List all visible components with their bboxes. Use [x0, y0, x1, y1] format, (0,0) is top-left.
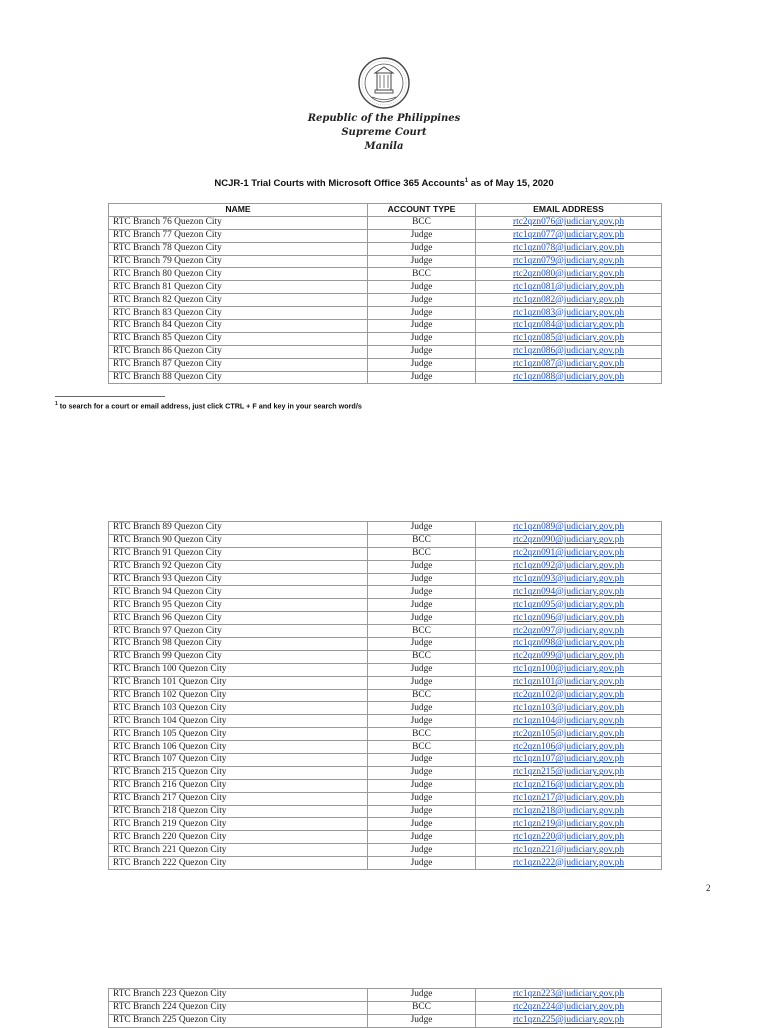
table-row — [109, 522, 662, 535]
account-type-cell: Judge — [368, 844, 476, 857]
footnote-divider — [55, 396, 165, 397]
court-name-cell: RTC Branch 105 Quezon City — [109, 728, 368, 741]
email-link[interactable]: rtc1qzn089@judiciary.gov.ph — [476, 522, 662, 535]
email-link[interactable]: rtc1qzn092@judiciary.gov.ph — [476, 560, 662, 573]
page-number: 2 — [706, 883, 711, 893]
email-link[interactable]: rtc1qzn216@judiciary.gov.ph — [476, 779, 662, 792]
table-row — [109, 831, 662, 844]
table-row — [109, 586, 662, 599]
court-name-cell: RTC Branch 91 Quezon City — [109, 547, 368, 560]
account-type-cell: Judge — [368, 371, 476, 384]
account-type-cell: Judge — [368, 779, 476, 792]
court-name-cell: RTC Branch 92 Quezon City — [109, 560, 368, 573]
email-link[interactable]: rtc1qzn215@judiciary.gov.ph — [476, 766, 662, 779]
table-row — [109, 741, 662, 754]
email-link[interactable]: rtc1qzn098@judiciary.gov.ph — [476, 638, 662, 651]
account-type-cell: Judge — [368, 586, 476, 599]
account-type-cell: Judge — [368, 573, 476, 586]
table-row — [109, 1001, 662, 1014]
account-type-cell: Judge — [368, 805, 476, 818]
account-type-cell: BCC — [368, 216, 476, 229]
table-row — [109, 332, 662, 345]
supreme-court-seal-icon — [358, 57, 410, 109]
email-link[interactable]: rtc1qzn225@judiciary.gov.ph — [476, 1014, 662, 1027]
email-link[interactable]: rtc2qzn076@judiciary.gov.ph — [476, 216, 662, 229]
account-type-cell: Judge — [368, 358, 476, 371]
table-row — [109, 844, 662, 857]
account-type-cell: BCC — [368, 1001, 476, 1014]
email-link[interactable]: rtc1qzn079@judiciary.gov.ph — [476, 255, 662, 268]
table-row — [109, 281, 662, 294]
account-type-cell: Judge — [368, 1014, 476, 1027]
court-name-cell: RTC Branch 78 Quezon City — [109, 242, 368, 255]
column-header-email: EMAIL ADDRESS — [476, 204, 662, 217]
email-link[interactable]: rtc2qzn080@judiciary.gov.ph — [476, 268, 662, 281]
court-name-cell: RTC Branch 89 Quezon City — [109, 522, 368, 535]
email-link[interactable]: rtc2qzn106@judiciary.gov.ph — [476, 741, 662, 754]
account-type-cell: Judge — [368, 638, 476, 651]
table-row — [109, 754, 662, 767]
court-name-cell: RTC Branch 90 Quezon City — [109, 534, 368, 547]
table-row — [109, 805, 662, 818]
court-name-cell: RTC Branch 100 Quezon City — [109, 663, 368, 676]
accounts-table-1 — [108, 203, 662, 384]
court-name-cell: RTC Branch 88 Quezon City — [109, 371, 368, 384]
table-row — [109, 779, 662, 792]
account-type-cell: Judge — [368, 255, 476, 268]
table-row — [109, 638, 662, 651]
email-link[interactable]: rtc1qzn078@judiciary.gov.ph — [476, 242, 662, 255]
account-type-cell: BCC — [368, 547, 476, 560]
court-name-cell: RTC Branch 215 Quezon City — [109, 766, 368, 779]
account-type-cell: BCC — [368, 650, 476, 663]
account-type-cell: Judge — [368, 242, 476, 255]
account-type-cell: Judge — [368, 307, 476, 320]
account-type-cell: Judge — [368, 560, 476, 573]
table-row — [109, 676, 662, 689]
account-type-cell: Judge — [368, 332, 476, 345]
account-type-cell: Judge — [368, 663, 476, 676]
account-type-cell: Judge — [368, 766, 476, 779]
table-row — [109, 650, 662, 663]
table-row — [109, 345, 662, 358]
header-republic: Republic of the Philippines — [307, 113, 461, 124]
account-type-cell: Judge — [368, 715, 476, 728]
court-name-cell: RTC Branch 104 Quezon City — [109, 715, 368, 728]
account-type-cell: Judge — [368, 792, 476, 805]
email-link[interactable]: rtc1qzn084@judiciary.gov.ph — [476, 320, 662, 333]
table-row — [109, 307, 662, 320]
footnote-mark: 1 — [55, 401, 58, 407]
footnote-text: to search for a court or email address, just click CTRL + F and key in your search word/s — [57, 401, 362, 411]
email-link[interactable]: rtc1qzn104@judiciary.gov.ph — [476, 715, 662, 728]
account-type-cell: Judge — [368, 599, 476, 612]
email-link[interactable]: rtc1qzn082@judiciary.gov.ph — [476, 294, 662, 307]
email-link[interactable]: rtc1qzn077@judiciary.gov.ph — [476, 229, 662, 242]
account-type-cell: BCC — [368, 689, 476, 702]
email-link[interactable]: rtc1qzn220@judiciary.gov.ph — [476, 831, 662, 844]
court-name-cell: RTC Branch 225 Quezon City — [109, 1014, 368, 1027]
header-supreme-court: Supreme Court — [341, 127, 427, 138]
court-name-cell: RTC Branch 83 Quezon City — [109, 307, 368, 320]
title-footnote-mark: 1 — [464, 178, 469, 184]
title-text: NCJR-1 Trial Courts with Microsoft Office 365 Accounts — [214, 178, 465, 190]
table-row — [109, 216, 662, 229]
email-link[interactable]: rtc1qzn088@judiciary.gov.ph — [476, 371, 662, 384]
email-link[interactable]: rtc1qzn085@judiciary.gov.ph — [476, 332, 662, 345]
table-row — [109, 320, 662, 333]
court-name-cell: RTC Branch 84 Quezon City — [109, 320, 368, 333]
email-link[interactable]: rtc2qzn102@judiciary.gov.ph — [476, 689, 662, 702]
table-row — [109, 857, 662, 870]
court-name-cell: RTC Branch 102 Quezon City — [109, 689, 368, 702]
table-row — [109, 612, 662, 625]
email-link[interactable]: rtc1qzn081@judiciary.gov.ph — [476, 281, 662, 294]
court-name-cell: RTC Branch 224 Quezon City — [109, 1001, 368, 1014]
court-name-cell: RTC Branch 81 Quezon City — [109, 281, 368, 294]
court-name-cell: RTC Branch 223 Quezon City — [109, 989, 368, 1002]
table-row — [109, 547, 662, 560]
email-link[interactable]: rtc1qzn218@judiciary.gov.ph — [476, 805, 662, 818]
account-type-cell: Judge — [368, 676, 476, 689]
email-link[interactable]: rtc1qzn086@judiciary.gov.ph — [476, 345, 662, 358]
table-row — [109, 242, 662, 255]
table-row — [109, 989, 662, 1002]
email-link[interactable]: rtc1qzn219@judiciary.gov.ph — [476, 818, 662, 831]
email-link[interactable]: rtc1qzn087@judiciary.gov.ph — [476, 358, 662, 371]
email-link[interactable]: rtc1qzn107@judiciary.gov.ph — [476, 754, 662, 767]
court-name-cell: RTC Branch 82 Quezon City — [109, 294, 368, 307]
email-link[interactable]: rtc1qzn221@judiciary.gov.ph — [476, 844, 662, 857]
table-row — [109, 792, 662, 805]
email-link[interactable]: rtc1qzn093@judiciary.gov.ph — [476, 573, 662, 586]
account-type-cell: Judge — [368, 612, 476, 625]
court-name-cell: RTC Branch 219 Quezon City — [109, 818, 368, 831]
account-type-cell: Judge — [368, 281, 476, 294]
court-name-cell: RTC Branch 98 Quezon City — [109, 638, 368, 651]
email-link[interactable]: rtc2qzn091@judiciary.gov.ph — [476, 547, 662, 560]
court-name-cell: RTC Branch 218 Quezon City — [109, 805, 368, 818]
account-type-cell: Judge — [368, 818, 476, 831]
email-link[interactable]: rtc1qzn217@judiciary.gov.ph — [476, 792, 662, 805]
email-link[interactable]: rtc1qzn103@judiciary.gov.ph — [476, 702, 662, 715]
account-type-cell: Judge — [368, 229, 476, 242]
account-type-cell: Judge — [368, 320, 476, 333]
table-row — [109, 294, 662, 307]
table-row — [109, 766, 662, 779]
table-row — [109, 358, 662, 371]
column-header-name: NAME — [109, 204, 368, 217]
email-link[interactable]: rtc1qzn100@judiciary.gov.ph — [476, 663, 662, 676]
email-link[interactable]: rtc1qzn096@judiciary.gov.ph — [476, 612, 662, 625]
email-link[interactable]: rtc2qzn099@judiciary.gov.ph — [476, 650, 662, 663]
court-name-cell: RTC Branch 221 Quezon City — [109, 844, 368, 857]
account-type-cell: Judge — [368, 754, 476, 767]
court-name-cell: RTC Branch 220 Quezon City — [109, 831, 368, 844]
footnote — [55, 401, 362, 410]
email-link[interactable]: rtc2qzn090@judiciary.gov.ph — [476, 534, 662, 547]
account-type-cell: Judge — [368, 702, 476, 715]
accounts-table-2 — [108, 521, 662, 870]
court-name-cell: RTC Branch 93 Quezon City — [109, 573, 368, 586]
email-link[interactable]: rtc2qzn224@judiciary.gov.ph — [476, 1001, 662, 1014]
account-type-cell: BCC — [368, 534, 476, 547]
account-type-cell: Judge — [368, 522, 476, 535]
account-type-cell: Judge — [368, 989, 476, 1002]
table-row — [109, 534, 662, 547]
account-type-cell: Judge — [368, 831, 476, 844]
account-type-cell: BCC — [368, 728, 476, 741]
court-name-cell: RTC Branch 107 Quezon City — [109, 754, 368, 767]
table-row — [109, 599, 662, 612]
table-row — [109, 560, 662, 573]
table-row — [109, 715, 662, 728]
email-link[interactable]: rtc1qzn095@judiciary.gov.ph — [476, 599, 662, 612]
table-row — [109, 229, 662, 242]
court-name-cell: RTC Branch 101 Quezon City — [109, 676, 368, 689]
court-name-cell: RTC Branch 97 Quezon City — [109, 625, 368, 638]
accounts-table-3 — [108, 988, 662, 1028]
email-link[interactable]: rtc1qzn094@judiciary.gov.ph — [476, 586, 662, 599]
email-link[interactable]: rtc2qzn097@judiciary.gov.ph — [476, 625, 662, 638]
court-name-cell: RTC Branch 80 Quezon City — [109, 268, 368, 281]
email-link[interactable]: rtc2qzn105@judiciary.gov.ph — [476, 728, 662, 741]
table-row — [109, 702, 662, 715]
table-row — [109, 625, 662, 638]
court-name-cell: RTC Branch 79 Quezon City — [109, 255, 368, 268]
court-name-cell: RTC Branch 87 Quezon City — [109, 358, 368, 371]
table-row — [109, 255, 662, 268]
table-row — [109, 663, 662, 676]
table-row — [109, 728, 662, 741]
header-manila: Manila — [364, 141, 404, 152]
court-name-cell: RTC Branch 85 Quezon City — [109, 332, 368, 345]
court-name-cell: RTC Branch 77 Quezon City — [109, 229, 368, 242]
table-header-row — [109, 204, 662, 217]
court-name-cell: RTC Branch 106 Quezon City — [109, 741, 368, 754]
account-type-cell: Judge — [368, 345, 476, 358]
account-type-cell: Judge — [368, 294, 476, 307]
account-type-cell: BCC — [368, 741, 476, 754]
table-row — [109, 268, 662, 281]
account-type-cell: BCC — [368, 268, 476, 281]
column-header-account-type: ACCOUNT TYPE — [368, 204, 476, 217]
table-row — [109, 689, 662, 702]
account-type-cell: BCC — [368, 625, 476, 638]
document-title — [0, 178, 768, 189]
court-name-cell: RTC Branch 99 Quezon City — [109, 650, 368, 663]
email-link[interactable]: rtc1qzn083@judiciary.gov.ph — [476, 307, 662, 320]
court-name-cell: RTC Branch 94 Quezon City — [109, 586, 368, 599]
email-link[interactable]: rtc1qzn222@judiciary.gov.ph — [476, 857, 662, 870]
table-row — [109, 371, 662, 384]
court-name-cell: RTC Branch 96 Quezon City — [109, 612, 368, 625]
title-suffix: as of May 15, 2020 — [468, 178, 554, 190]
court-name-cell: RTC Branch 216 Quezon City — [109, 779, 368, 792]
court-name-cell: RTC Branch 95 Quezon City — [109, 599, 368, 612]
table-row — [109, 818, 662, 831]
court-name-cell: RTC Branch 86 Quezon City — [109, 345, 368, 358]
court-name-cell: RTC Branch 217 Quezon City — [109, 792, 368, 805]
account-type-cell: Judge — [368, 857, 476, 870]
email-link[interactable]: rtc1qzn101@judiciary.gov.ph — [476, 676, 662, 689]
court-name-cell: RTC Branch 222 Quezon City — [109, 857, 368, 870]
court-name-cell: RTC Branch 76 Quezon City — [109, 216, 368, 229]
court-name-cell: RTC Branch 103 Quezon City — [109, 702, 368, 715]
table-row — [109, 1014, 662, 1027]
table-row — [109, 573, 662, 586]
email-link[interactable]: rtc1qzn223@judiciary.gov.ph — [476, 989, 662, 1002]
